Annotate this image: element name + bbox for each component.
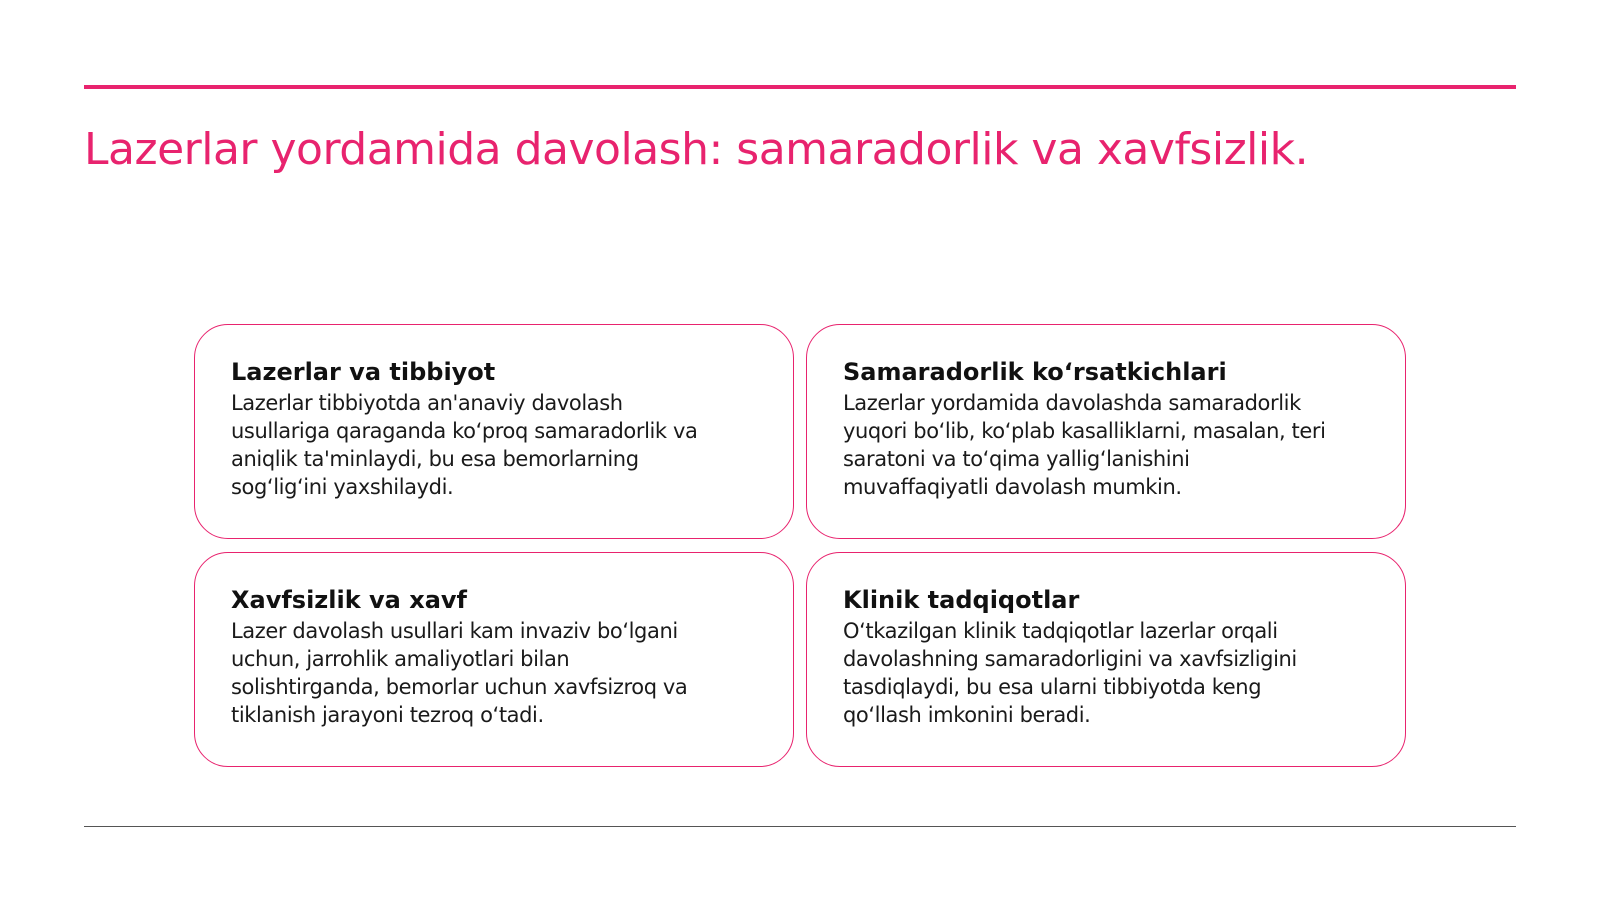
card-heading: Xavfsizlik va xavf (231, 586, 467, 614)
card-body-line: saratoni va to‘qima yallig‘lanishini (843, 447, 1190, 471)
card-body (843, 389, 1385, 501)
card-heading: Samaradorlik ko‘rsatkichlari (843, 358, 1227, 386)
card-heading: Klinik tadqiqotlar (843, 586, 1080, 614)
slide-title: Lazerlar yordamida davolash: samaradorlik va xavfsizlik. (84, 124, 1309, 175)
card-body-line: yuqori bo‘lib, ko‘plab kasalliklarni, masalan, teri (843, 419, 1326, 443)
card-body-line: tiklanish jarayoni tezroq o‘tadi. (231, 703, 544, 727)
top-accent-rule (84, 85, 1516, 89)
card-body-line: aniqlik ta'minlaydi, bu esa bemorlarning (231, 447, 639, 471)
card-body-line: muvaffaqiyatli davolash mumkin. (843, 475, 1182, 499)
card-body (843, 617, 1385, 729)
card-xavfsizlik-va-xavf (194, 552, 794, 767)
card-body (231, 617, 773, 729)
card-body-line: solishtirganda, bemorlar uchun xavfsizroq va (231, 675, 688, 699)
card-body-line: tasdiqlaydi, bu esa ularni tibbiyotda keng (843, 675, 1262, 699)
card-body-line: Lazerlar yordamida davolashda samaradorlik (843, 391, 1301, 415)
card-body-line: davolashning samaradorligini va xavfsizligini (843, 647, 1297, 671)
card-heading: Lazerlar va tibbiyot (231, 358, 496, 386)
card-body-line: Lazer davolash usullari kam invaziv bo‘lgani (231, 619, 678, 643)
card-body-line: uchun, jarrohlik amaliyotlari bilan (231, 647, 570, 671)
card-body-line: qo‘llash imkonini beradi. (843, 703, 1091, 727)
bottom-divider-rule (84, 826, 1516, 827)
card-klinik-tadqiqotlar (806, 552, 1406, 767)
card-body-line: usullariga qaraganda ko‘proq samaradorlik va (231, 419, 698, 443)
card-body (231, 389, 773, 501)
card-body-line: O‘tkazilgan klinik tadqiqotlar lazerlar orqali (843, 619, 1278, 643)
card-lazerlar-va-tibbiyot (194, 324, 794, 539)
card-body-line: sog‘lig‘ini yaxshilaydi. (231, 475, 454, 499)
card-body-line: Lazerlar tibbiyotda an'anaviy davolash (231, 391, 623, 415)
card-samaradorlik-korsatkichlari (806, 324, 1406, 539)
